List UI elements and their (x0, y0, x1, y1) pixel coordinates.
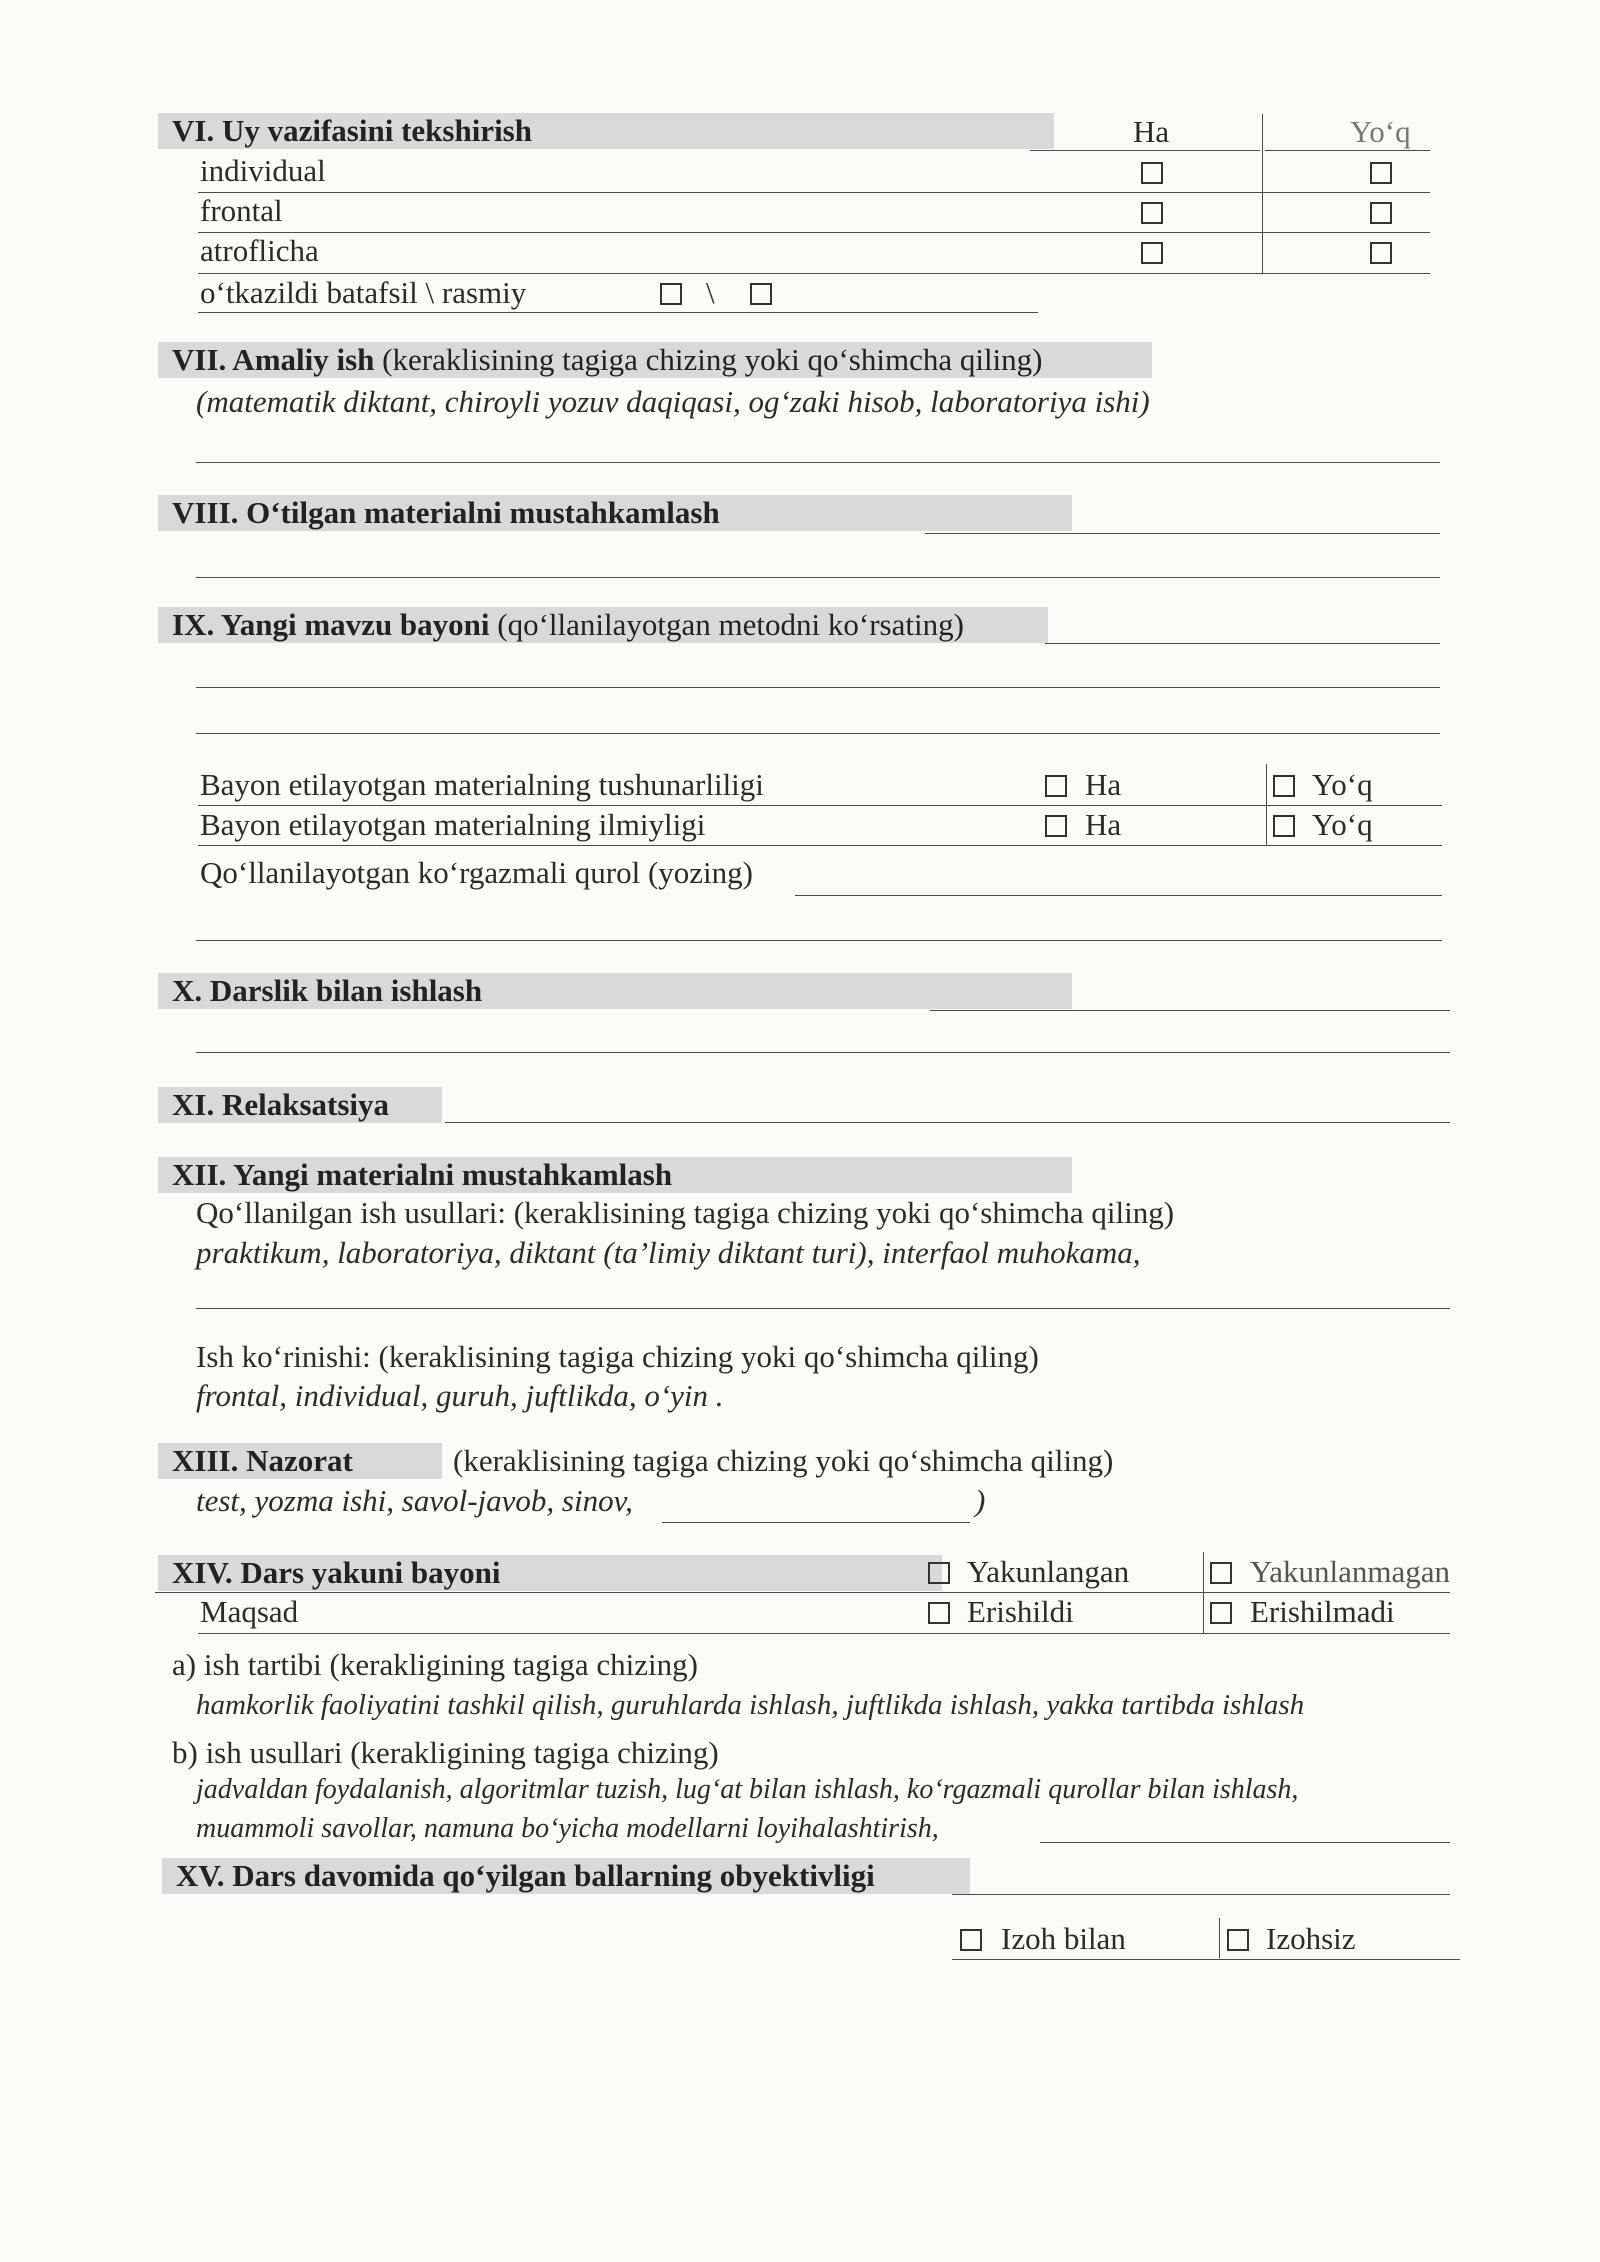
answer-line[interactable] (925, 533, 1440, 534)
divider (198, 273, 1430, 274)
section-7-title (158, 342, 1152, 378)
work-methods-label: b) ish usullari (kerakligining tagiga chizing) (172, 1735, 719, 1770)
divider (1265, 150, 1430, 151)
column-no-header: Yo‘q (1350, 114, 1411, 149)
not-achieved-label: Erishilmadi (1250, 1594, 1395, 1629)
section-13-title-text: XIII. Nazorat (172, 1443, 353, 1478)
clarity-no-checkbox[interactable] (1273, 775, 1295, 797)
section-12-title (158, 1157, 1072, 1193)
divider (155, 1592, 1450, 1593)
column-divider (1219, 1918, 1220, 1958)
frontal-yes-checkbox[interactable] (1141, 202, 1163, 224)
answer-line[interactable] (196, 1308, 1450, 1309)
section-10-title-text: X. Darslik bilan ishlash (172, 973, 483, 1008)
section-12-title-text: XII. Yangi materialni mustahkamlash (172, 1157, 673, 1192)
section-10-title (158, 973, 1072, 1009)
divider (198, 1633, 1450, 1634)
answer-line[interactable] (196, 462, 1440, 463)
row-frontal-label: frontal (200, 193, 283, 228)
divider (198, 805, 1442, 806)
section-8-title-text: VIII. O‘tilgan materialni mustahkamlash (172, 495, 720, 530)
not-completed-label (1250, 1554, 1450, 1590)
not-completed-checbox[interactable] (1210, 1562, 1232, 1584)
column-divider (1203, 1552, 1204, 1634)
individual-no-checkbox[interactable] (1370, 162, 1392, 184)
achieved-label: Erishildi (967, 1594, 1074, 1629)
divider (198, 192, 1430, 193)
column-yes-header: Ha (1133, 114, 1170, 149)
work-methods-options-2: muammoli savollar, namuna bo‘yicha modellarni loyihalashtirish, (196, 1813, 939, 1844)
achieved-checkbox[interactable] (928, 1602, 950, 1624)
answer-line[interactable] (662, 1522, 970, 1523)
section-14-title (158, 1555, 942, 1591)
answer-line[interactable] (196, 577, 1440, 578)
without-note-checkbox[interactable] (1227, 1929, 1249, 1951)
form-options: frontal, individual, guruh, juftlikda, o‘yin . (196, 1378, 724, 1413)
divider (198, 232, 1430, 233)
answer-line[interactable] (196, 687, 1440, 688)
completed-label: Yakunlangan (967, 1554, 1130, 1589)
scientific-yes-checkbox[interactable] (1045, 815, 1067, 837)
section-6-title (158, 113, 1054, 149)
section-13-title (158, 1443, 442, 1479)
scientific-label: Bayon etilayotgan materialning ilmiyligi (200, 807, 706, 842)
visual-aid-label: Qo‘llanilayotgan ko‘rgazmali qurol (yozing) (200, 855, 753, 890)
divider (198, 312, 1038, 313)
section-13-note: (keraklisining tagiga chizing yoki qo‘shimcha qiling) (453, 1443, 1114, 1478)
control-close-paren: ) (975, 1483, 986, 1518)
methods-label: Qo‘llanilgan ish usullari: (keraklisining tagiga chizing yoki qo‘shimcha qiling) (196, 1195, 1175, 1230)
form-label: Ish ko‘rinishi: (keraklisining tagiga chizing yoki qo‘shimcha qiling) (196, 1339, 1039, 1374)
column-divider (1262, 114, 1263, 274)
clarity-no-label: Yo‘q (1312, 767, 1373, 802)
section-7-title-text: VII. Amaliy ish (172, 342, 375, 377)
individual-yes-checkbox[interactable] (1141, 162, 1163, 184)
not-completed-text: Yakunlanmagan (1250, 1554, 1450, 1589)
clarity-yes-checkbox[interactable] (1045, 775, 1067, 797)
control-options: test, yozma ishi, savol-javob, sinov, (196, 1483, 633, 1518)
section-9-title (158, 607, 1048, 643)
section-7-note: (keraklisining tagiga chizing yoki qo‘shimcha qiling) (374, 342, 1043, 377)
section-15-title-text: XV. Dars davomida qo‘yilgan ballarning obyektivligi (176, 1858, 875, 1893)
without-note-label: Izohsiz (1266, 1921, 1356, 1956)
section-6-title-text: VI. Uy vazifasini tekshirish (172, 113, 532, 148)
row-atroflicha-label: atroflicha (200, 233, 319, 268)
section-11-title (158, 1087, 442, 1123)
answer-line[interactable] (1045, 643, 1440, 644)
answer-line[interactable] (795, 895, 1442, 896)
answer-line[interactable] (952, 1894, 1450, 1895)
conducted-slash: \ (706, 275, 715, 310)
scientific-no-checkbox[interactable] (1273, 815, 1295, 837)
divider (1030, 150, 1260, 151)
work-order-options: hamkorlik faoliyatini tashkil qilish, guruhlarda ishlash, juftlikda ishlash, yakka tartibda ishlash (196, 1689, 1305, 1721)
answer-line[interactable] (196, 940, 1442, 941)
work-order-label: a) ish tartibi (kerakligining tagiga chizing) (172, 1647, 698, 1682)
section-9-title-text: IX. Yangi mavzu bayoni (172, 607, 490, 642)
scientific-yes-label: Ha (1085, 807, 1122, 842)
answer-line[interactable] (196, 733, 1440, 734)
atroflicha-no-checkbox[interactable] (1370, 242, 1392, 264)
goal-label: Maqsad (200, 1594, 299, 1629)
divider (952, 1959, 1460, 1960)
section-11-title-text: XI. Relaksatsiya (172, 1087, 390, 1122)
section-14-title-text: XIV. Dars yakuni bayoni (172, 1555, 501, 1590)
answer-line[interactable] (1040, 1842, 1450, 1843)
answer-line[interactable] (196, 1052, 1450, 1053)
conducted-formal-checkbox[interactable] (750, 283, 772, 305)
clarity-yes-label: Ha (1085, 767, 1122, 802)
methods-options: praktikum, laboratoriya, diktant (ta’limiy diktant turi), interfaol muhokama, (196, 1235, 1141, 1270)
answer-line[interactable] (445, 1122, 1450, 1123)
conducted-detailed-checkbox[interactable] (660, 283, 682, 305)
work-methods-options-1: jadvaldan foydalanish, algoritmlar tuzish, lug‘at bilan ishlash, ko‘rgazmali qurollar bilan ishlash, (196, 1774, 1299, 1805)
section-9-note: (qo‘llanilayotgan metodni ko‘rsating) (489, 607, 964, 642)
section-7-examples: (matematik diktant, chiroyli yozuv daqiqasi, og‘zaki hisob, laboratoriya ishi) (196, 384, 1150, 419)
atroflicha-yes-checkbox[interactable] (1141, 242, 1163, 264)
with-note-checkbox[interactable] (960, 1929, 982, 1951)
row-individual-label: individual (200, 153, 326, 188)
with-note-label: Izoh bilan (1001, 1921, 1126, 1956)
conducted-label: o‘tkazildi batafsil \ rasmiy (200, 275, 527, 310)
frontal-no-checkbox[interactable] (1370, 202, 1392, 224)
completed-checkbox[interactable] (928, 1562, 950, 1584)
section-8-title (158, 495, 1072, 531)
divider (198, 845, 1442, 846)
not-achieved-checkbox[interactable] (1210, 1602, 1232, 1624)
answer-line[interactable] (930, 1010, 1450, 1011)
scientific-no-label: Yo‘q (1312, 807, 1373, 842)
section-15-title (162, 1858, 970, 1894)
clarity-label: Bayon etilayotgan materialning tushunarliligi (200, 767, 764, 802)
